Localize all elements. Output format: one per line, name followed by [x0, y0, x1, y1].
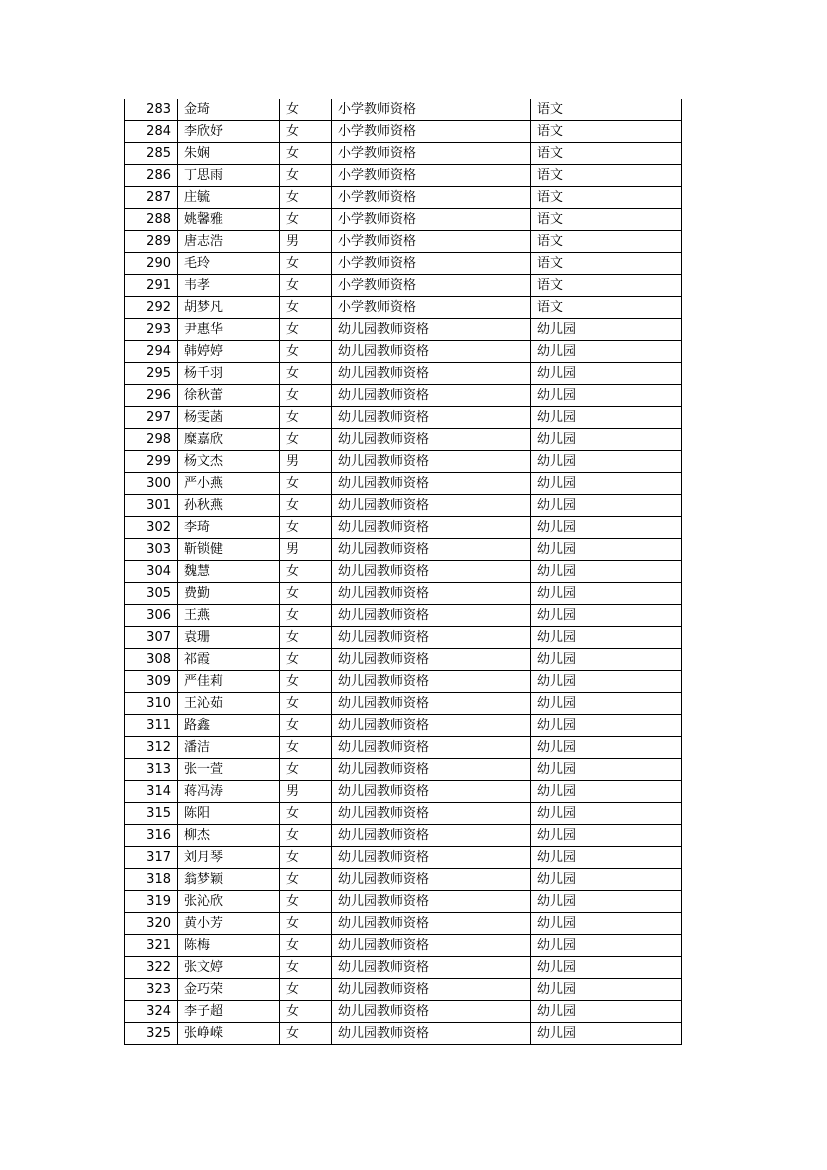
row-number: 315 — [125, 803, 178, 825]
person-name: 蒋冯涛 — [178, 781, 280, 803]
gender-cell: 女 — [280, 737, 332, 759]
person-name: 张一萱 — [178, 759, 280, 781]
subject-cell: 语文 — [531, 121, 682, 143]
table-row — [125, 627, 682, 649]
table-row — [125, 495, 682, 517]
gender-cell: 女 — [280, 253, 332, 275]
person-name: 严佳莉 — [178, 671, 280, 693]
row-number: 309 — [125, 671, 178, 693]
gender-cell: 女 — [280, 583, 332, 605]
row-number: 303 — [125, 539, 178, 561]
row-number: 317 — [125, 847, 178, 869]
table-row — [125, 935, 682, 957]
person-name: 张峥嵘 — [178, 1023, 280, 1045]
person-name: 杨雯菡 — [178, 407, 280, 429]
person-name: 严小燕 — [178, 473, 280, 495]
table-row — [125, 1023, 682, 1045]
gender-cell: 女 — [280, 605, 332, 627]
subject-cell: 幼儿园 — [531, 693, 682, 715]
qualification-cell: 小学教师资格 — [332, 231, 531, 253]
roster-table-body — [125, 99, 682, 1045]
row-number: 304 — [125, 561, 178, 583]
subject-cell: 语文 — [531, 187, 682, 209]
gender-cell: 女 — [280, 319, 332, 341]
person-name: 杨文杰 — [178, 451, 280, 473]
gender-cell: 女 — [280, 891, 332, 913]
qualification-cell: 幼儿园教师资格 — [332, 473, 531, 495]
gender-cell: 女 — [280, 847, 332, 869]
gender-cell: 女 — [280, 363, 332, 385]
subject-cell: 幼儿园 — [531, 473, 682, 495]
table-row — [125, 187, 682, 209]
gender-cell: 女 — [280, 429, 332, 451]
qualification-cell: 幼儿园教师资格 — [332, 803, 531, 825]
subject-cell: 幼儿园 — [531, 363, 682, 385]
table-row — [125, 693, 682, 715]
subject-cell: 幼儿园 — [531, 671, 682, 693]
qualification-cell: 幼儿园教师资格 — [332, 935, 531, 957]
subject-cell: 幼儿园 — [531, 847, 682, 869]
qualification-cell: 幼儿园教师资格 — [332, 385, 531, 407]
gender-cell: 男 — [280, 451, 332, 473]
table-row — [125, 319, 682, 341]
person-name: 糜嘉欣 — [178, 429, 280, 451]
qualification-cell: 幼儿园教师资格 — [332, 627, 531, 649]
person-name: 王燕 — [178, 605, 280, 627]
qualification-cell: 小学教师资格 — [332, 275, 531, 297]
subject-cell: 幼儿园 — [531, 451, 682, 473]
subject-cell: 语文 — [531, 275, 682, 297]
qualification-cell: 幼儿园教师资格 — [332, 979, 531, 1001]
row-number: 297 — [125, 407, 178, 429]
row-number: 298 — [125, 429, 178, 451]
gender-cell: 男 — [280, 539, 332, 561]
subject-cell: 语文 — [531, 231, 682, 253]
person-name: 魏慧 — [178, 561, 280, 583]
table-row — [125, 99, 682, 121]
person-name: 徐秋蕾 — [178, 385, 280, 407]
gender-cell: 女 — [280, 385, 332, 407]
table-row — [125, 407, 682, 429]
gender-cell: 女 — [280, 495, 332, 517]
row-number: 283 — [125, 99, 178, 121]
gender-cell: 女 — [280, 825, 332, 847]
row-number: 299 — [125, 451, 178, 473]
table-row — [125, 957, 682, 979]
gender-cell: 女 — [280, 297, 332, 319]
gender-cell: 女 — [280, 979, 332, 1001]
subject-cell: 幼儿园 — [531, 517, 682, 539]
row-number: 305 — [125, 583, 178, 605]
row-number: 323 — [125, 979, 178, 1001]
gender-cell: 女 — [280, 275, 332, 297]
person-name: 丁思雨 — [178, 165, 280, 187]
subject-cell: 幼儿园 — [531, 385, 682, 407]
person-name: 刘月琴 — [178, 847, 280, 869]
gender-cell: 女 — [280, 671, 332, 693]
row-number: 307 — [125, 627, 178, 649]
table-row — [125, 649, 682, 671]
person-name: 李琦 — [178, 517, 280, 539]
gender-cell: 女 — [280, 165, 332, 187]
person-name: 尹惠华 — [178, 319, 280, 341]
subject-cell: 幼儿园 — [531, 869, 682, 891]
row-number: 320 — [125, 913, 178, 935]
subject-cell: 幼儿园 — [531, 935, 682, 957]
person-name: 王沁茹 — [178, 693, 280, 715]
person-name: 费勤 — [178, 583, 280, 605]
table-row — [125, 605, 682, 627]
subject-cell: 幼儿园 — [531, 319, 682, 341]
qualification-cell: 幼儿园教师资格 — [332, 363, 531, 385]
subject-cell: 语文 — [531, 165, 682, 187]
row-number: 293 — [125, 319, 178, 341]
subject-cell: 幼儿园 — [531, 429, 682, 451]
gender-cell: 女 — [280, 649, 332, 671]
subject-cell: 幼儿园 — [531, 561, 682, 583]
table-row — [125, 539, 682, 561]
person-name: 唐志浩 — [178, 231, 280, 253]
gender-cell: 女 — [280, 341, 332, 363]
gender-cell: 女 — [280, 99, 332, 121]
row-number: 302 — [125, 517, 178, 539]
row-number: 310 — [125, 693, 178, 715]
subject-cell: 幼儿园 — [531, 715, 682, 737]
table-row — [125, 869, 682, 891]
person-name: 姚馨雅 — [178, 209, 280, 231]
row-number: 325 — [125, 1023, 178, 1045]
table-row — [125, 671, 682, 693]
table-row — [125, 165, 682, 187]
person-name: 李子超 — [178, 1001, 280, 1023]
subject-cell: 语文 — [531, 253, 682, 275]
qualification-cell: 幼儿园教师资格 — [332, 869, 531, 891]
subject-cell: 幼儿园 — [531, 649, 682, 671]
person-name: 柳杰 — [178, 825, 280, 847]
qualification-cell: 幼儿园教师资格 — [332, 407, 531, 429]
table-row — [125, 847, 682, 869]
row-number: 311 — [125, 715, 178, 737]
table-row — [125, 1001, 682, 1023]
table-row — [125, 121, 682, 143]
qualification-cell: 幼儿园教师资格 — [332, 649, 531, 671]
row-number: 285 — [125, 143, 178, 165]
gender-cell: 女 — [280, 803, 332, 825]
qualification-cell: 幼儿园教师资格 — [332, 825, 531, 847]
gender-cell: 女 — [280, 935, 332, 957]
qualification-cell: 幼儿园教师资格 — [332, 693, 531, 715]
qualification-cell: 幼儿园教师资格 — [332, 495, 531, 517]
table-row — [125, 759, 682, 781]
table-row — [125, 803, 682, 825]
person-name: 翁梦颖 — [178, 869, 280, 891]
row-number: 294 — [125, 341, 178, 363]
table-row — [125, 517, 682, 539]
person-name: 靳锁健 — [178, 539, 280, 561]
subject-cell: 幼儿园 — [531, 781, 682, 803]
qualification-cell: 幼儿园教师资格 — [332, 1001, 531, 1023]
gender-cell: 女 — [280, 627, 332, 649]
roster-table — [124, 99, 682, 1045]
row-number: 306 — [125, 605, 178, 627]
table-row — [125, 341, 682, 363]
gender-cell: 女 — [280, 561, 332, 583]
qualification-cell: 幼儿园教师资格 — [332, 583, 531, 605]
person-name: 金巧荣 — [178, 979, 280, 1001]
row-number: 287 — [125, 187, 178, 209]
person-name: 黄小芳 — [178, 913, 280, 935]
row-number: 300 — [125, 473, 178, 495]
row-number: 290 — [125, 253, 178, 275]
person-name: 陈阳 — [178, 803, 280, 825]
table-row — [125, 583, 682, 605]
table-row — [125, 473, 682, 495]
gender-cell: 女 — [280, 187, 332, 209]
subject-cell: 幼儿园 — [531, 759, 682, 781]
qualification-cell: 幼儿园教师资格 — [332, 891, 531, 913]
table-row — [125, 737, 682, 759]
row-number: 295 — [125, 363, 178, 385]
person-name: 毛玲 — [178, 253, 280, 275]
qualification-cell: 幼儿园教师资格 — [332, 781, 531, 803]
person-name: 李欣妤 — [178, 121, 280, 143]
row-number: 318 — [125, 869, 178, 891]
table-row — [125, 275, 682, 297]
subject-cell: 语文 — [531, 209, 682, 231]
row-number: 284 — [125, 121, 178, 143]
subject-cell: 幼儿园 — [531, 495, 682, 517]
person-name: 韦孝 — [178, 275, 280, 297]
person-name: 张沁欣 — [178, 891, 280, 913]
row-number: 292 — [125, 297, 178, 319]
subject-cell: 幼儿园 — [531, 407, 682, 429]
document-page — [124, 99, 682, 1045]
table-row — [125, 715, 682, 737]
person-name: 陈梅 — [178, 935, 280, 957]
table-row — [125, 561, 682, 583]
subject-cell: 幼儿园 — [531, 891, 682, 913]
gender-cell: 男 — [280, 231, 332, 253]
row-number: 289 — [125, 231, 178, 253]
subject-cell: 幼儿园 — [531, 737, 682, 759]
person-name: 袁珊 — [178, 627, 280, 649]
qualification-cell: 小学教师资格 — [332, 143, 531, 165]
table-row — [125, 429, 682, 451]
table-row — [125, 209, 682, 231]
gender-cell: 女 — [280, 913, 332, 935]
person-name: 胡梦凡 — [178, 297, 280, 319]
table-row — [125, 781, 682, 803]
qualification-cell: 小学教师资格 — [332, 187, 531, 209]
subject-cell: 幼儿园 — [531, 825, 682, 847]
row-number: 301 — [125, 495, 178, 517]
subject-cell: 幼儿园 — [531, 1001, 682, 1023]
table-row — [125, 231, 682, 253]
qualification-cell: 幼儿园教师资格 — [332, 957, 531, 979]
table-row — [125, 143, 682, 165]
row-number: 322 — [125, 957, 178, 979]
gender-cell: 女 — [280, 473, 332, 495]
qualification-cell: 幼儿园教师资格 — [332, 913, 531, 935]
qualification-cell: 幼儿园教师资格 — [332, 759, 531, 781]
row-number: 291 — [125, 275, 178, 297]
gender-cell: 女 — [280, 869, 332, 891]
table-row — [125, 891, 682, 913]
gender-cell: 女 — [280, 209, 332, 231]
gender-cell: 女 — [280, 1023, 332, 1045]
gender-cell: 男 — [280, 781, 332, 803]
person-name: 杨千羽 — [178, 363, 280, 385]
row-number: 319 — [125, 891, 178, 913]
subject-cell: 幼儿园 — [531, 1023, 682, 1045]
row-number: 296 — [125, 385, 178, 407]
person-name: 张文婷 — [178, 957, 280, 979]
qualification-cell: 幼儿园教师资格 — [332, 429, 531, 451]
qualification-cell: 幼儿园教师资格 — [332, 847, 531, 869]
subject-cell: 幼儿园 — [531, 341, 682, 363]
subject-cell: 语文 — [531, 99, 682, 121]
person-name: 庄毓 — [178, 187, 280, 209]
subject-cell: 幼儿园 — [531, 979, 682, 1001]
person-name: 韩婷婷 — [178, 341, 280, 363]
subject-cell: 幼儿园 — [531, 605, 682, 627]
gender-cell: 女 — [280, 121, 332, 143]
subject-cell: 语文 — [531, 143, 682, 165]
row-number: 308 — [125, 649, 178, 671]
subject-cell: 幼儿园 — [531, 913, 682, 935]
gender-cell: 女 — [280, 517, 332, 539]
qualification-cell: 幼儿园教师资格 — [332, 319, 531, 341]
qualification-cell: 幼儿园教师资格 — [332, 561, 531, 583]
qualification-cell: 幼儿园教师资格 — [332, 517, 531, 539]
table-row — [125, 253, 682, 275]
gender-cell: 女 — [280, 693, 332, 715]
table-row — [125, 297, 682, 319]
table-row — [125, 913, 682, 935]
qualification-cell: 小学教师资格 — [332, 209, 531, 231]
gender-cell: 女 — [280, 715, 332, 737]
table-row — [125, 825, 682, 847]
subject-cell: 幼儿园 — [531, 539, 682, 561]
qualification-cell: 小学教师资格 — [332, 253, 531, 275]
qualification-cell: 小学教师资格 — [332, 297, 531, 319]
table-row — [125, 363, 682, 385]
subject-cell: 幼儿园 — [531, 583, 682, 605]
subject-cell: 幼儿园 — [531, 627, 682, 649]
qualification-cell: 幼儿园教师资格 — [332, 1023, 531, 1045]
person-name: 金琦 — [178, 99, 280, 121]
row-number: 321 — [125, 935, 178, 957]
row-number: 288 — [125, 209, 178, 231]
qualification-cell: 幼儿园教师资格 — [332, 451, 531, 473]
person-name: 朱娴 — [178, 143, 280, 165]
table-row — [125, 451, 682, 473]
row-number: 313 — [125, 759, 178, 781]
gender-cell: 女 — [280, 143, 332, 165]
row-number: 324 — [125, 1001, 178, 1023]
row-number: 316 — [125, 825, 178, 847]
person-name: 祁霞 — [178, 649, 280, 671]
person-name: 潘洁 — [178, 737, 280, 759]
table-row — [125, 385, 682, 407]
qualification-cell: 小学教师资格 — [332, 165, 531, 187]
person-name: 路鑫 — [178, 715, 280, 737]
qualification-cell: 小学教师资格 — [332, 121, 531, 143]
gender-cell: 女 — [280, 957, 332, 979]
qualification-cell: 幼儿园教师资格 — [332, 605, 531, 627]
qualification-cell: 小学教师资格 — [332, 99, 531, 121]
qualification-cell: 幼儿园教师资格 — [332, 671, 531, 693]
qualification-cell: 幼儿园教师资格 — [332, 539, 531, 561]
table-row — [125, 979, 682, 1001]
gender-cell: 女 — [280, 1001, 332, 1023]
qualification-cell: 幼儿园教师资格 — [332, 341, 531, 363]
row-number: 312 — [125, 737, 178, 759]
person-name: 孙秋燕 — [178, 495, 280, 517]
row-number: 286 — [125, 165, 178, 187]
row-number: 314 — [125, 781, 178, 803]
subject-cell: 语文 — [531, 297, 682, 319]
subject-cell: 幼儿园 — [531, 803, 682, 825]
gender-cell: 女 — [280, 407, 332, 429]
subject-cell: 幼儿园 — [531, 957, 682, 979]
qualification-cell: 幼儿园教师资格 — [332, 715, 531, 737]
gender-cell: 女 — [280, 759, 332, 781]
qualification-cell: 幼儿园教师资格 — [332, 737, 531, 759]
